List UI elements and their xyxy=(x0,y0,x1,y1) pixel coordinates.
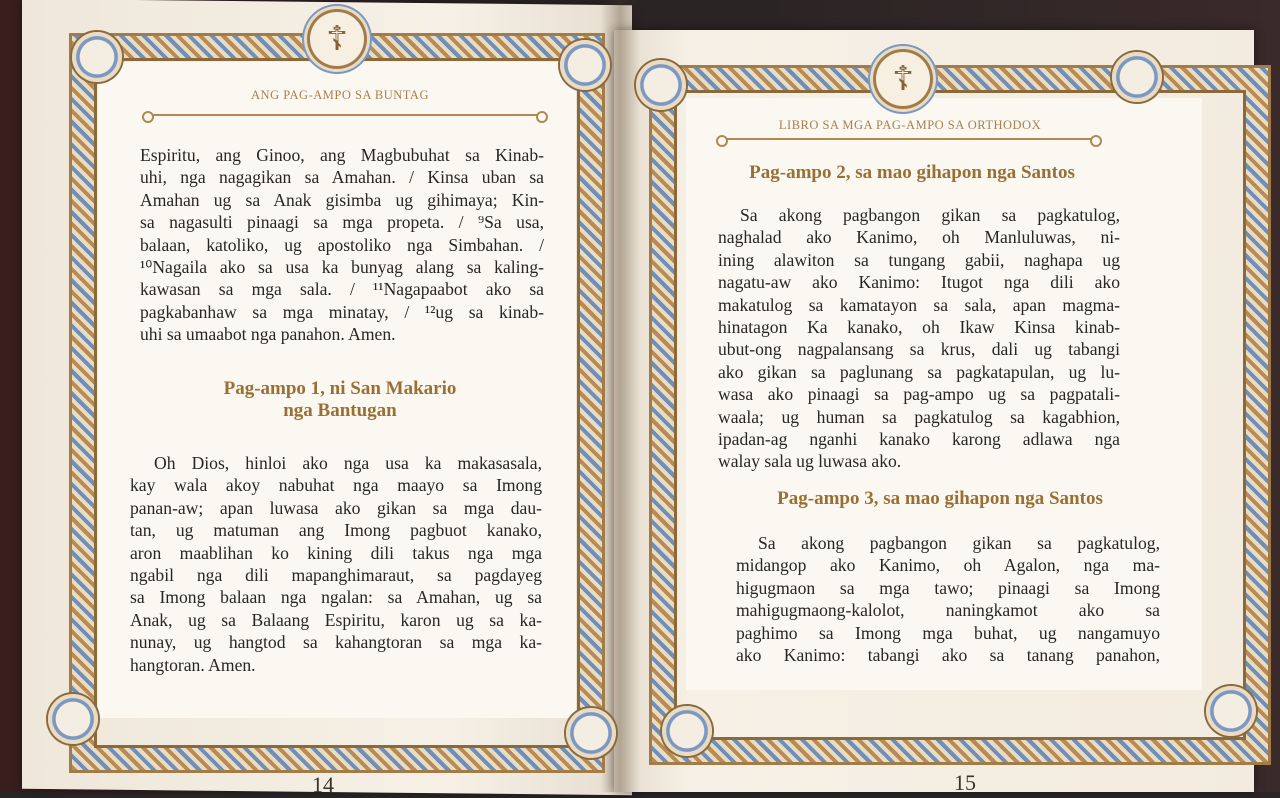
text-line: nagatu-aw ako Kanimo: Itugot nga dili ako xyxy=(718,272,1120,293)
text-line: mahigugmaong-kalolot, naningkamot ako sa xyxy=(736,600,1160,621)
header-divider xyxy=(152,114,538,116)
text-line: paghimo sa Imong mga buhat, ug nangamuyo xyxy=(736,622,1160,643)
text-line: Sa akong pagbangon gikan sa pagkatulog, xyxy=(740,205,1120,225)
text-line: sa Imong balaan nga ngalan: sa Amahan, ug sa xyxy=(130,587,542,608)
text-line: ining alawiton sa tungang gabii, naghapa ug xyxy=(718,249,1120,270)
text-line: aron maablihan ko kining dili takus nga mga xyxy=(130,542,542,563)
text-line: hangtoran. Amen. xyxy=(130,654,256,675)
prayer-1-title-line-1: Pag-ampo 1, ni San Makario xyxy=(223,378,457,399)
right-page-number: 15 xyxy=(954,770,976,795)
ornamental-medallion-icon xyxy=(636,60,686,110)
left-page-number: 14 xyxy=(312,772,334,797)
ornamental-medallion-icon xyxy=(566,708,616,758)
text-line: ako gikan sa paglunang sa pagkatapulan, ug lu- xyxy=(718,361,1120,382)
text-line: panan-aw; apan luwasa ako gikan sa mga dau- xyxy=(130,497,542,518)
text-line: uhi sa umaabot nga panahon. Amen. xyxy=(140,324,396,345)
ornamental-medallion-icon xyxy=(48,694,98,744)
ornamental-medallion-icon xyxy=(560,40,610,90)
prayer-2-title: Pag-ampo 2, sa mao gihapon nga Santos xyxy=(749,162,1075,183)
prayer-2-body xyxy=(718,204,1120,473)
orthodox-cross-icon: ☦ xyxy=(310,12,364,66)
text-line: Amahan ug sa Anak gisimba ug gihimaya; Kin- xyxy=(140,189,544,210)
text-line: pagkabanhaw sa mga minatay, / ¹²ug sa kinab- xyxy=(140,301,544,322)
text-line: Anak, ug sa Balaang Espiritu, karon ug sa ka- xyxy=(130,609,542,630)
text-line: tan, ug matuman ang Imong pagbuot kanako, xyxy=(130,520,542,541)
ornamental-medallion-icon xyxy=(662,706,712,756)
text-line: walay sala ug luwasa ako. xyxy=(718,451,902,472)
prayer-1-title xyxy=(150,378,530,422)
text-line: ngabil nga dili mapanghimaraut, sa pagdayeg xyxy=(130,565,542,586)
ornamental-medallion-icon xyxy=(1112,52,1162,102)
text-line: ubut-ong nagpalansang sa krus, dali ug tabangi xyxy=(718,339,1120,360)
text-line: Espiritu, ang Ginoo, ang Magbubuhat sa Kinab- xyxy=(140,145,544,165)
orthodox-cross-icon: ☦ xyxy=(876,52,930,106)
ornamental-medallion-icon xyxy=(1206,686,1256,736)
text-line: sa nagasulti pinaagi sa mga propeta. / ⁹Sa usa, xyxy=(140,212,544,233)
creed-continuation xyxy=(140,144,544,346)
text-line: ¹⁰Nagaila ako sa usa ka bunyag alang sa kaling- xyxy=(140,257,544,278)
text-line: hinatagon Ka kanako, oh Ikaw Kinsa kinab- xyxy=(718,317,1120,338)
prayer-3-body xyxy=(736,532,1160,666)
right-running-header: LIBRO SA MGA PAG-AMPO SA ORTHODOX xyxy=(778,118,1042,132)
left-running-header: ANG PAG-AMPO SA BUNTAG xyxy=(251,88,429,102)
text-line: higugmaon sa mga tawo; pinaagi sa Imong xyxy=(736,577,1160,598)
prayer-1-title-line-2: nga Bantugan xyxy=(283,400,397,421)
ornamental-medallion-icon xyxy=(72,32,122,82)
text-line: Sa akong pagbangon gikan sa pagkatulog, xyxy=(758,533,1160,553)
prayer-3-title: Pag-ampo 3, sa mao gihapon nga Santos xyxy=(777,488,1103,509)
text-line: nunay, ug hangtod sa kahangtoran sa mga ka- xyxy=(130,632,542,653)
prayer-1-body xyxy=(130,452,542,676)
text-line: ako Kanimo: tabangi ako sa tanang panahon, xyxy=(736,645,1160,666)
text-line: waala; ug human sa pagkatulog sa kagabhion, xyxy=(718,406,1120,427)
text-line: ipadan-ag nganhi kanako karong adlawa nga xyxy=(718,429,1120,450)
text-line: naghalad ako Kanimo, oh Manluluwas, ni- xyxy=(718,227,1120,248)
text-line: uhi, nga nagagikan sa Amahan. / Kinsa uban sa xyxy=(140,167,544,188)
text-line: kawasan sa mga sala. / ¹¹Nagapaabot ako sa xyxy=(140,279,544,300)
text-line: balaan, katoliko, ug apostoliko nga Simbahan. / xyxy=(140,234,544,255)
header-divider xyxy=(726,138,1092,140)
text-line: makatulog sa kamatayon sa sala, apan magma- xyxy=(718,294,1120,315)
text-line: Oh Dios, hinloi ako nga usa ka makasasala, xyxy=(154,453,542,473)
text-line: midangop ako Kanimo, oh Agalon, nga ma- xyxy=(736,555,1160,576)
text-line: wasa ako pinaagi sa pag-ampo ug sa pagpatali- xyxy=(718,384,1120,405)
text-line: kay wala akoy nabuhat nga maayo sa Imong xyxy=(130,475,542,496)
